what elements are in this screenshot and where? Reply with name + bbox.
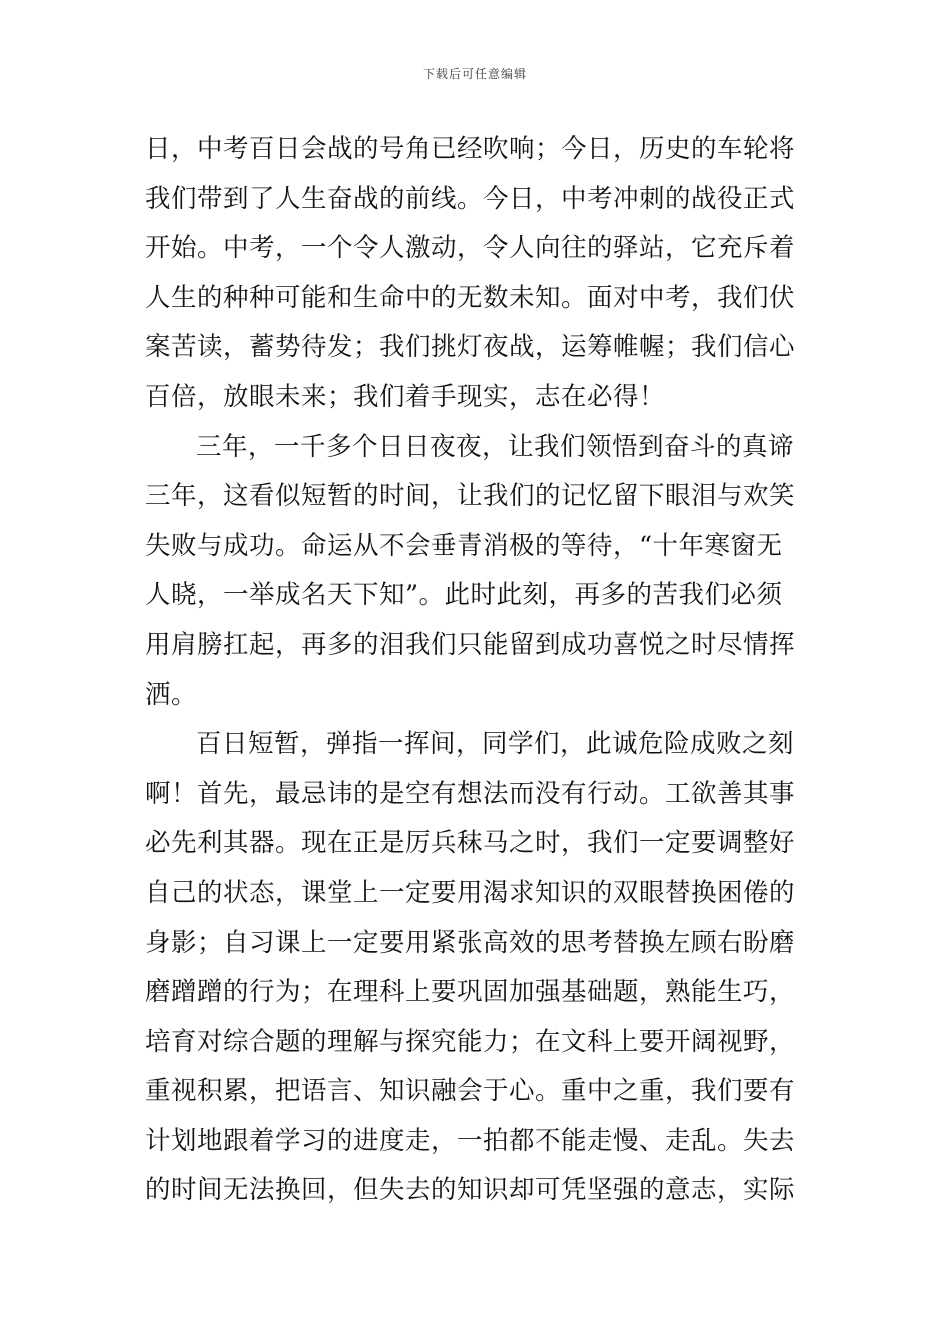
text-line: 日，中考百日会战的号角已经吹响；今日，历史的车轮将 [145,134,796,164]
text-line: 失败与成功。命运从不会垂青消极的等待，“十年寒窗无 [145,530,783,561]
text-line: 身影；自习课上一定要用紧张高效的思考替换左顾右盼磨 [145,927,796,958]
paragraph [145,720,810,1216]
page-header-note: 下载后可任意编辑 [422,67,527,81]
text-line: 百倍，放眼未来；我们着手现实，志在必得！ [145,381,666,412]
text-line: 培育对综合题的理解与探究能力；在文科上要开阔视野， [145,1026,796,1057]
text-line: 啊！首先，最忌讳的是空有想法而没有行动。工欲善其事 [145,778,796,809]
text-line: 计划地跟着学习的进度走，一拍都不能走慢、走乱。失去 [145,1125,796,1156]
text-line: 用肩膀扛起，再多的泪我们只能留到成功喜悦之时尽情挥 [145,629,796,660]
text-line: 人晓，一举成名天下知”。此时此刻，再多的苦我们必须 [145,580,783,611]
text-line: 开始。中考，一个令人激动，令人向往的驿站，它充斥着 [145,233,796,264]
text-line: 自己的状态，课堂上一定要用渴求知识的双眼替换困倦的 [145,877,796,908]
text-line: 百日短暂，弹指一挥间，同学们，此诚危险成败之刻 [196,729,795,760]
text-line: 重视积累，把语言、知识融会于心。重中之重，我们要有 [145,1076,796,1107]
text-line: 三年，这看似短暂的时间，让我们的记忆留下眼泪与欢笑 [145,481,796,512]
document-body [145,125,810,1216]
text-line: 必先利其器。现在正是厉兵秣马之时，我们一定要调整好 [145,828,796,859]
text-line: 人生的种种可能和生命中的无数未知。面对中考，我们伏 [145,282,796,313]
text-line: 我们带到了人生奋战的前线。今日，中考冲刺的战役正式 [145,183,796,214]
text-line: 磨蹭蹭的行为；在理科上要巩固加强基础题，熟能生巧， [145,977,796,1008]
text-line: 案苦读，蓄势待发；我们挑灯夜战，运筹帷幄；我们信心 [145,332,796,363]
text-line: 的时间无法换回，但失去的知识却可凭坚强的意志，实际 [145,1175,796,1206]
paragraph [145,423,810,721]
paragraph [145,125,810,423]
text-line: 洒。 [145,679,198,710]
text-line: 三年，一千多个日日夜夜，让我们领悟到奋斗的真谛 [196,431,795,462]
